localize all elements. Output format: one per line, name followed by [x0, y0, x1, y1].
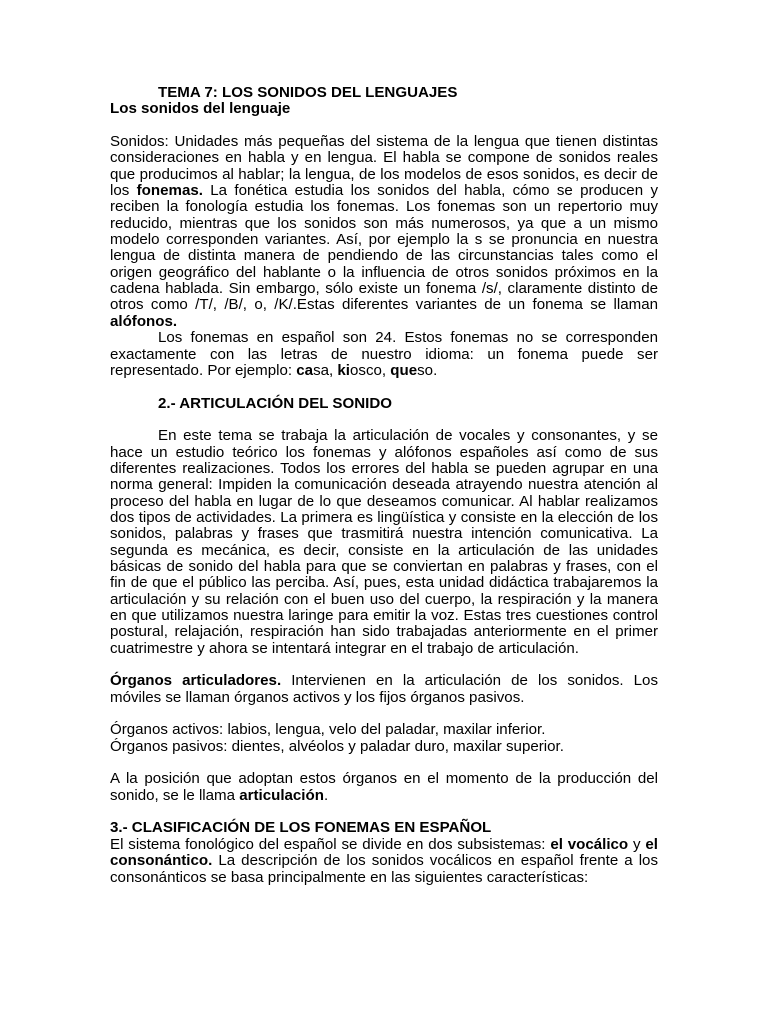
line-organos-pasivos: Órganos pasivos: dientes, alvéolos y paladar duro, maxilar superior. — [110, 737, 564, 755]
paragraph-sistema-fonologico — [110, 837, 658, 886]
bold-term-alofonos: alófonos. — [110, 312, 178, 330]
bold-example-que: que — [390, 361, 418, 379]
section-heading-clasificacion: 3.- CLASIFICACIÓN DE LOS FONEMAS EN ESPAÑOL — [110, 819, 492, 837]
paragraph-articulacion: En este tema se trabaja la articulación de vocales y consonantes, y se hace un estudio teórico los fonemas y alófonos españoles así como de sus diferentes realizaciones. Todos los errores del habla se pueden agrupar en una norma general: Impiden la comunicación deseada atrayendo nuestra atención al proceso del habla en lugar de lo que deseamos comunicar. Al hablar realizamos dos tipos de actividades. La primera es lingüística y consiste en la elección de los sonidos, palabras y frases que trasmitirá nuestra intención comunicativa. La segunda es mecánica, es decir, consiste en la articulación de las unidades básicas de sonido del habla para que se conviertan en palabras y frases, con el fin de que el público las perciba. Así, pues, esta unidad didáctica trabajaremos la articulación y su relación con el buen uso del cuerpo, la respiración y la manera en que utilizamos nuestra laringe para emitir la voz. Estas tres cuestiones control postural, relajación, respiración han sido trabajadas anteriormente en el primer cuatrimestre y ahora se intentará integrar en el trabajo de articulación. — [110, 427, 658, 657]
bold-term-articulacion: articulación — [239, 786, 324, 804]
text-run: osco, — [350, 361, 391, 379]
document-title: TEMA 7: LOS SONIDOS DEL LENGUAJES — [158, 84, 458, 101]
paragraph-fonemas-espanol — [110, 330, 658, 379]
text-run: Sonidos: Unidades más pequeñas del sistema de la lengua que tienen distintas consideraciones en habla y en lengua. El habla se compone de sonidos reales que producimos al hablar; la lengua, de los modelos de esos sonidos, es decir de los — [110, 133, 658, 200]
text-run: y — [628, 835, 646, 853]
bold-term-organos: Órganos articuladores. — [110, 672, 282, 690]
text-run: . — [323, 786, 329, 804]
section-heading-articulacion: 2.- ARTICULACIÓN DEL SONIDO — [158, 394, 392, 412]
bold-term-consonantico: el consonántico. — [110, 835, 658, 870]
document-subtitle: Los sonidos del lenguaje — [110, 100, 291, 118]
paragraph-sonidos — [110, 134, 658, 330]
text-run: sa, — [313, 361, 338, 379]
text-run: so. — [417, 361, 438, 379]
text-run: El sistema fonológico del español se divide en dos subsistemas: — [110, 835, 551, 853]
bold-example-ki: ki — [337, 361, 350, 379]
bold-example-ca: ca — [296, 361, 314, 379]
paragraph-organos — [110, 673, 658, 706]
document-body — [110, 85, 658, 886]
line-organos-activos: Órganos activos: labios, lengua, velo del paladar, maxilar inferior. — [110, 721, 546, 739]
text-run: Intervienen en la articulación de los sonidos. Los móviles se llaman órganos activos y los fijos órganos pasivos. — [110, 672, 659, 706]
text-run: La descripción de los sonidos vocálicos en español frente a los consonánticos se basa principalmente en las siguientes características: — [110, 852, 658, 886]
bold-term-fonemas: fonemas. — [136, 182, 203, 200]
text-run: Los fonemas en español son 24. Estos fonemas no se corresponden exactamente con las letras de nuestro idioma: un fonema puede ser representado. Por ejemplo: — [110, 329, 658, 379]
paragraph-posicion — [110, 771, 658, 804]
text-run: A la posición que adoptan estos órganos en el momento de la producción del sonido, se le llama — [110, 770, 658, 804]
bold-term-vocalico: el vocálico — [550, 835, 629, 853]
text-run: La fonética estudia los sonidos del habla, cómo se producen y reciben la fonología estudia los fonemas. Los fonemas son un repertorio muy reducido, mientras que los sonidos son más numerosos, ya que a un mismo modelo corresponden variantes. Así, por ejemplo la s se pronuncia en nuestra lengua de distinta manera de pendiendo de las circunstancias tales como el origen geográfico del hablante o la influencia de otros sonidos próximos en la cadena hablada. Sin embargo, sólo existe un fonema /s/, claramente distinto de otros como /T/, /B/, o, /K/.Estas diferentes variantes de un fonema se llaman — [110, 182, 658, 314]
